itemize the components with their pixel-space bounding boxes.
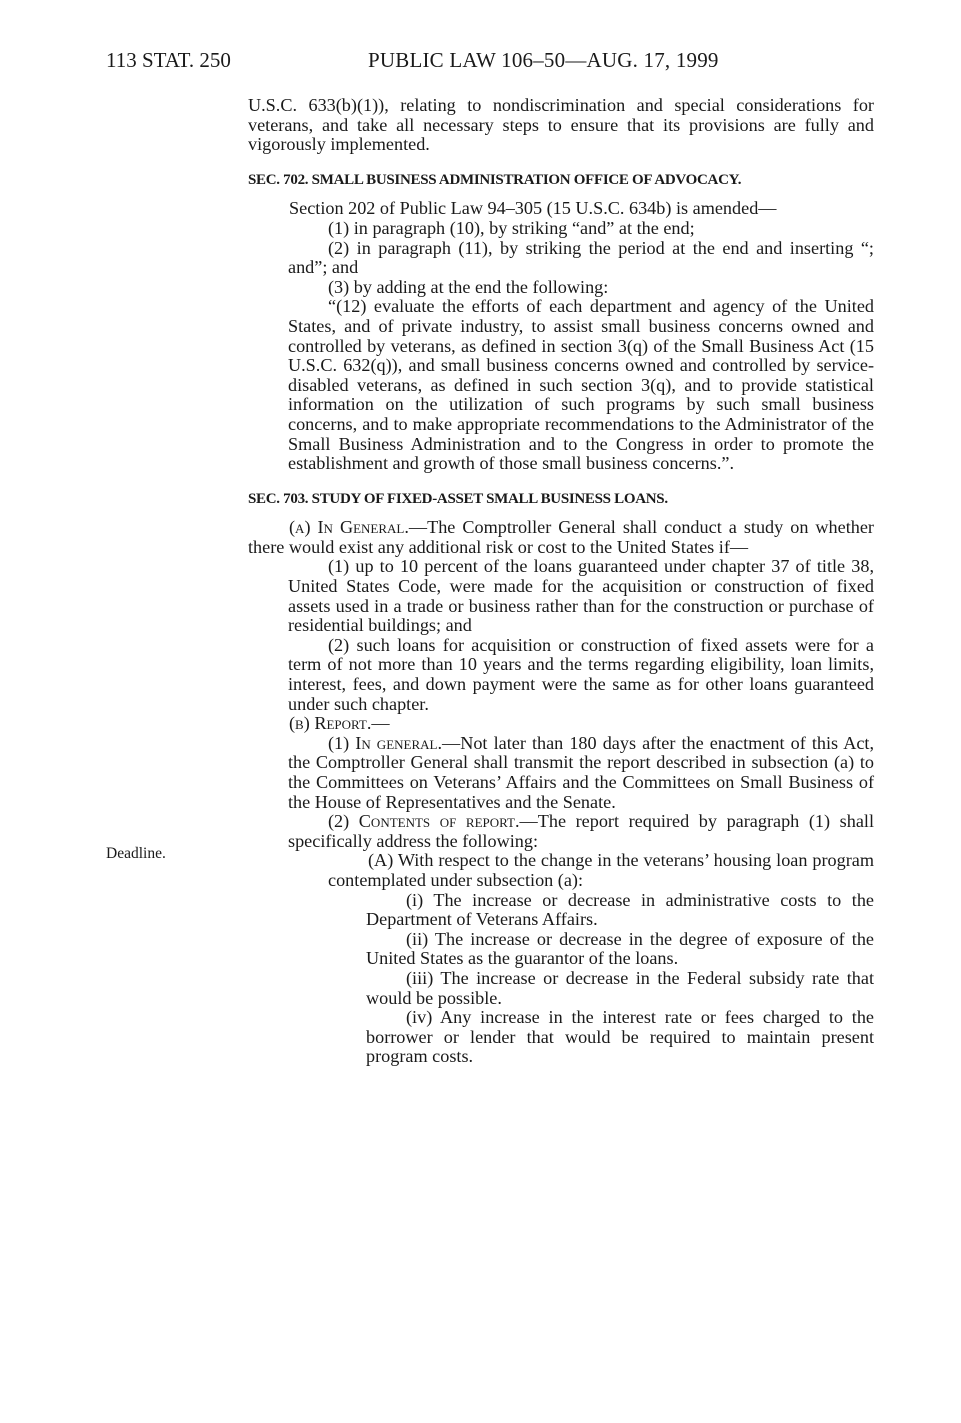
section-703-subsection-b [248, 714, 874, 734]
subparagraph-A: (A) With respect to the change in the veterans’ housing loan program contemplated under subsection (a): [328, 850, 874, 890]
section-702-para-2: (2) in paragraph (11), by striking the period at the end and inserting “; and”; and [288, 237, 874, 278]
clause-iii: (iii) The increase or decrease in the Federal subsidy rate that would be possible. [366, 967, 874, 1008]
clause-iv: (iv) Any increase in the interest rate or fees charged to the borrower or lender that would be required to maintain present program costs. [366, 1007, 874, 1067]
clause-ii: (ii) The increase or decrease in the degree of exposure of the United States as the guarantor of the loans. [366, 928, 874, 969]
para-1-label: (1) In general. [328, 732, 443, 753]
stat-page-number: 113 STAT. 250 [106, 48, 231, 72]
subsection-b-para-2 [248, 812, 874, 851]
subsection-a-text: —The Comptroller General shall conduct a study on whether there would exist any additional risk or cost to the United States if— [248, 517, 874, 557]
para-1-text: —Not later than 180 days after the enactment of this Act, the Comptroller General shall transmit the report described in subsection (a) to the Committees on Veterans’ Affairs and the Committees on Small Business of the House of Representatives and the Senate. [288, 732, 874, 812]
section-702-quoted-para-12: “(12) evaluate the efforts of each department and agency of the United States, and of private industry, to assist small business concerns owned and controlled by veterans, as defined in section 3(q) of the Small Business Act (15 U.S.C. 632(q)), and small business concerns owned and controlled by service-disabled veterans, as defined in such section 3(q), and to provide statistical information on the utilization of such programs by such small business concerns, and to make appropriate recommendations to the Administrator of the Small Business Administration and to the Congress in order to promote the establishment and growth of those small business concerns.”. [288, 296, 874, 474]
para-2-label: (2) Contents of report. [328, 811, 520, 832]
section-702-heading: SEC. 702. SMALL BUSINESS ADMINISTRATION OFFICE OF ADVOCACY. [248, 171, 742, 188]
public-law-citation: PUBLIC LAW 106–50—AUG. 17, 1999 [368, 48, 719, 72]
section-702-para-3: (3) by adding at the end the following: [328, 276, 609, 297]
continued-paragraph: U.S.C. 633(b)(1)), relating to nondiscrimination and special considerations for veterans, and take all necessary steps to ensure that its provisions are fully and vigorously implemented. [248, 95, 874, 155]
page-header [106, 48, 871, 76]
para-2-text: —The report required by paragraph (1) shall specifically address the following: [288, 811, 874, 851]
section-702-intro: Section 202 of Public Law 94–305 (15 U.S.C. 634b) is amended— [289, 198, 777, 219]
section-703-heading: SEC. 703. STUDY OF FIXED-ASSET SMALL BUSINESS LOANS. [248, 490, 668, 507]
subsection-b-para-1 [248, 734, 874, 812]
subsection-a-label: (a) In General. [289, 517, 409, 538]
section-702-para-1: (1) in paragraph (10), by striking “and” at the end; [328, 217, 695, 238]
clause-i: (i) The increase or decrease in administrative costs to the Department of Veterans Affairs. [366, 889, 874, 930]
subsection-a-para-2: (2) such loans for acquisition or construction of fixed assets were for a term of not more than 10 years and the terms regarding eligibility, loan limits, interest, fees, and down payment were the same as for other loans guaranteed under such chapter. [288, 634, 874, 714]
subsection-b-dash: — [371, 713, 390, 734]
section-703-subsection-a [248, 518, 874, 557]
marginal-note-deadline: Deadline. [106, 845, 166, 862]
subsection-b-label: (b) Report. [289, 713, 372, 734]
document-body [248, 96, 874, 1067]
subsection-a-para-1: (1) up to 10 percent of the loans guaranteed under chapter 37 of title 38, United States Code, were made for the acquisition or construction of fixed assets used in a trade or business rather than for the construction or purchase of residential buildings; and [288, 556, 874, 636]
